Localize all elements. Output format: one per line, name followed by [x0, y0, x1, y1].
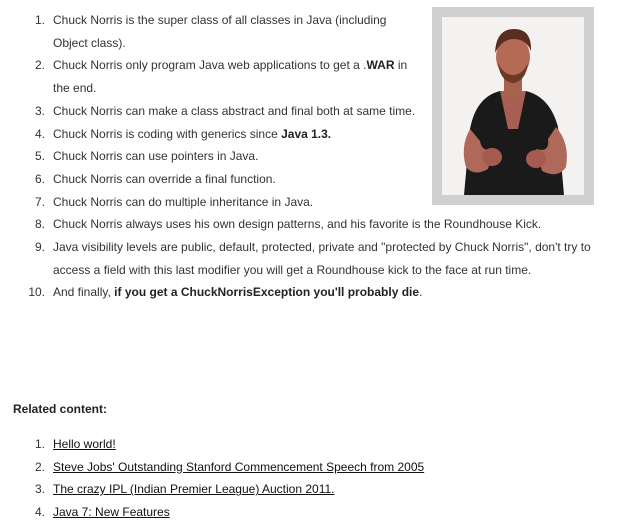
related-content-list	[0, 433, 600, 524]
related-link-steve-jobs-speech[interactable]: Steve Jobs' Outstanding Stanford Commencement Speech from 2005	[53, 459, 425, 474]
list-item	[0, 145, 423, 168]
related-content-heading: Related content:	[13, 402, 108, 416]
list-item	[0, 213, 600, 236]
list-number: 7.	[34, 194, 45, 209]
list-number: 10.	[28, 285, 45, 300]
list-number: 2.	[34, 459, 45, 474]
list-item	[0, 281, 600, 304]
fact-text: Chuck Norris can override a final function.	[53, 171, 276, 186]
list-item	[0, 123, 423, 146]
list-item	[0, 168, 423, 191]
fact-bold-text: WAR	[366, 58, 395, 73]
list-item	[0, 433, 600, 456]
list-number: 4.	[34, 505, 45, 520]
list-number: 2.	[34, 58, 45, 73]
list-number: 8.	[34, 217, 45, 232]
list-number: 1.	[34, 437, 45, 451]
fact-text: And finally,	[53, 285, 115, 300]
fact-text: Chuck Norris is coding with generics since	[53, 126, 282, 141]
related-link-hello-world[interactable]: Hello world!	[53, 437, 116, 451]
fact-text: Chuck Norris can do multiple inheritance in Java.	[53, 194, 314, 209]
fact-text: Chuck Norris always uses his own design patterns, and his favorite is the Roundhouse Kick.	[53, 217, 542, 232]
list-item	[0, 236, 600, 281]
fact-text-end: in the end.	[53, 58, 408, 96]
list-number: 3.	[34, 103, 45, 118]
related-link-ipl-auction[interactable]: The crazy IPL (Indian Premier League) Auction 2011.	[53, 482, 335, 497]
list-item	[0, 9, 423, 54]
list-number: 9.	[34, 240, 45, 255]
fact-bold-text: if you get a ChuckNorrisException you'll probably die	[114, 285, 420, 300]
fact-text: Chuck Norris only program Java web applications to get a .	[53, 58, 367, 73]
list-item	[0, 191, 423, 214]
list-item	[0, 501, 600, 524]
list-item	[0, 54, 413, 99]
list-number: 5.	[34, 149, 45, 164]
list-number: 3.	[34, 482, 45, 497]
list-item	[0, 100, 423, 123]
fact-text: Chuck Norris is the super class of all classes in Java (including Object class).	[53, 13, 387, 50]
fact-bold-text: Java 1.3.	[281, 126, 332, 141]
chuck-norris-facts-list	[0, 9, 600, 304]
list-number: 4.	[34, 126, 45, 141]
fact-text: Chuck Norris can use pointers in Java.	[53, 149, 259, 164]
list-number: 1.	[34, 13, 45, 27]
related-link-java-7[interactable]: Java 7: New Features	[53, 505, 170, 520]
list-item	[0, 478, 600, 501]
fact-text: Chuck Norris can make a class abstract and final both at same time.	[53, 103, 416, 118]
list-number: 6.	[34, 171, 45, 186]
fact-text-end: .	[419, 285, 423, 300]
fact-text: Java visibility levels are public, default, protected, private and "protected by Chuck Norris", don't try to access a field with this last modifier you will get a Roundhouse kick to the face at run time.	[53, 240, 591, 277]
list-item	[0, 456, 600, 479]
